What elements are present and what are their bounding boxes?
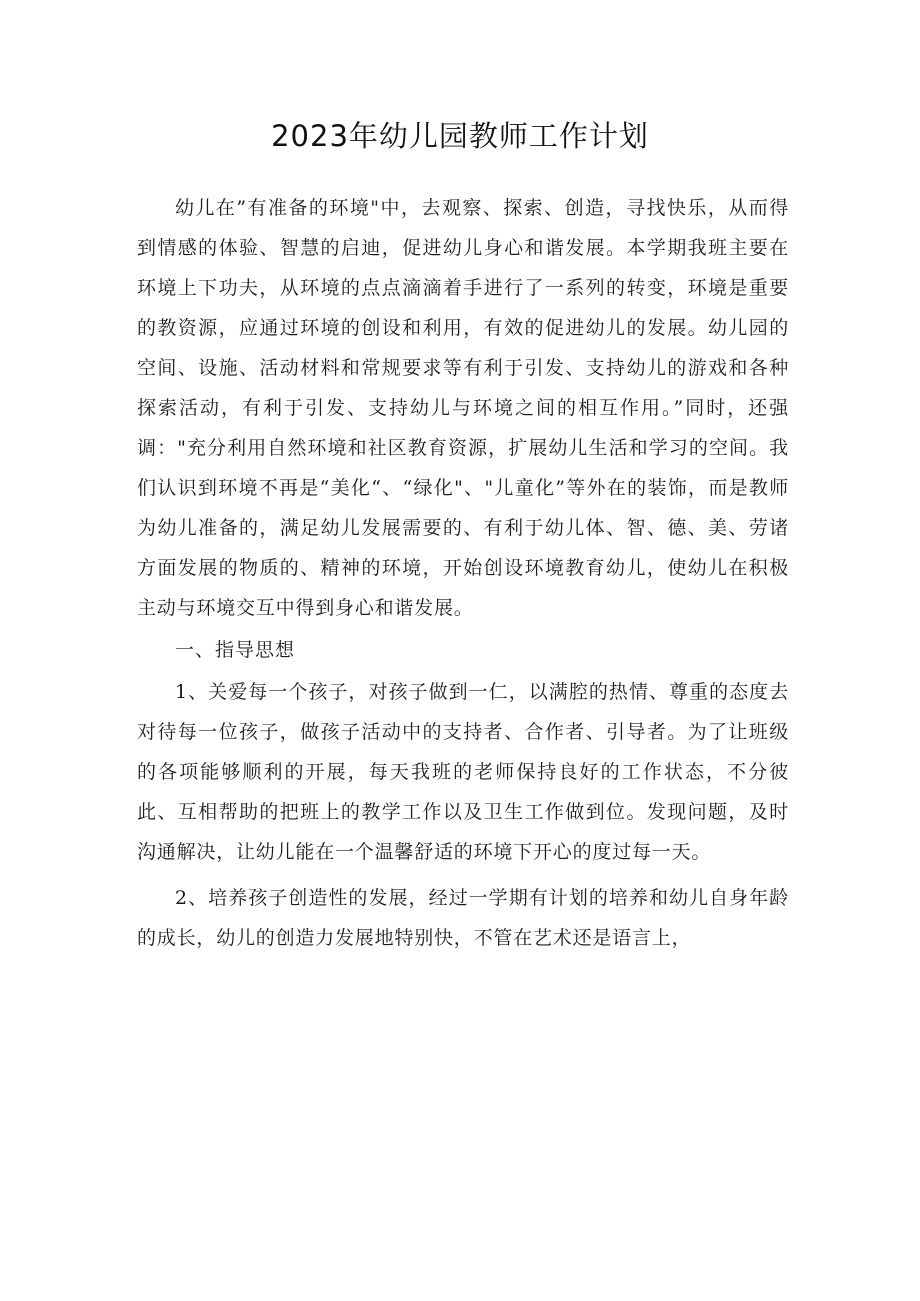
intro-paragraph: 幼儿在”有准备的环境"中，去观察、探索、创造，寻找快乐，从而得到情感的体验、智慧的启迪，促进幼儿身心和谐发展。本学期我班主要在环境上下功夫，从环境的点点滴滴着手进行了一系列的转变，环境是重要的教资源，应通过环境的创设和利用，有效的促进幼儿的发展。幼儿园的空间、设施、活动材料和常规要求等有利于引发、支持幼儿的游戏和各种探索活动，有利于引发、支持幼儿与环境之间的相互作用。”同时，还强调："充分利用自然环境和社区教育资源，扩展幼儿生活和学习的空间。我们认识到环境不再是“美化“、“绿化"、"儿童化”等外在的装饰，而是教师为幼儿准备的，满足幼儿发展需要的、有利于幼儿体、智、德、美、劳诸方面发展的物质的、精神的环境，开始创设环境教育幼儿，使幼儿在积极主动与环境交互中得到身心和谐发展。 [137, 197, 789, 619]
document-body [137, 188, 789, 958]
list-item-2: 2、培养孩子创造性的发展，经过一学期有计划的培养和幼儿自身年龄的成长，幼儿的创造力发展地特别快，不管在艺术还是语言上， [137, 887, 789, 949]
document-title: 2023年幼儿园教师工作计划 [271, 119, 649, 153]
list-item-1: 1、关爱每一个孩子，对孩子做到一仁，以满腔的热情、尊重的态度去对待每一位孩子，做孩子活动中的支持者、合作者、引导者。为了让班级的各项能够顺利的开展，每天我班的老师保持良好的工作状态，不分彼此、互相帮助的把班上的教学工作以及卫生工作做到位。发现问题，及时沟通解决，让幼儿能在一个温馨舒适的环境下开心的度过每一天。 [137, 681, 789, 863]
section-heading: 一、指导思想 [175, 639, 296, 661]
